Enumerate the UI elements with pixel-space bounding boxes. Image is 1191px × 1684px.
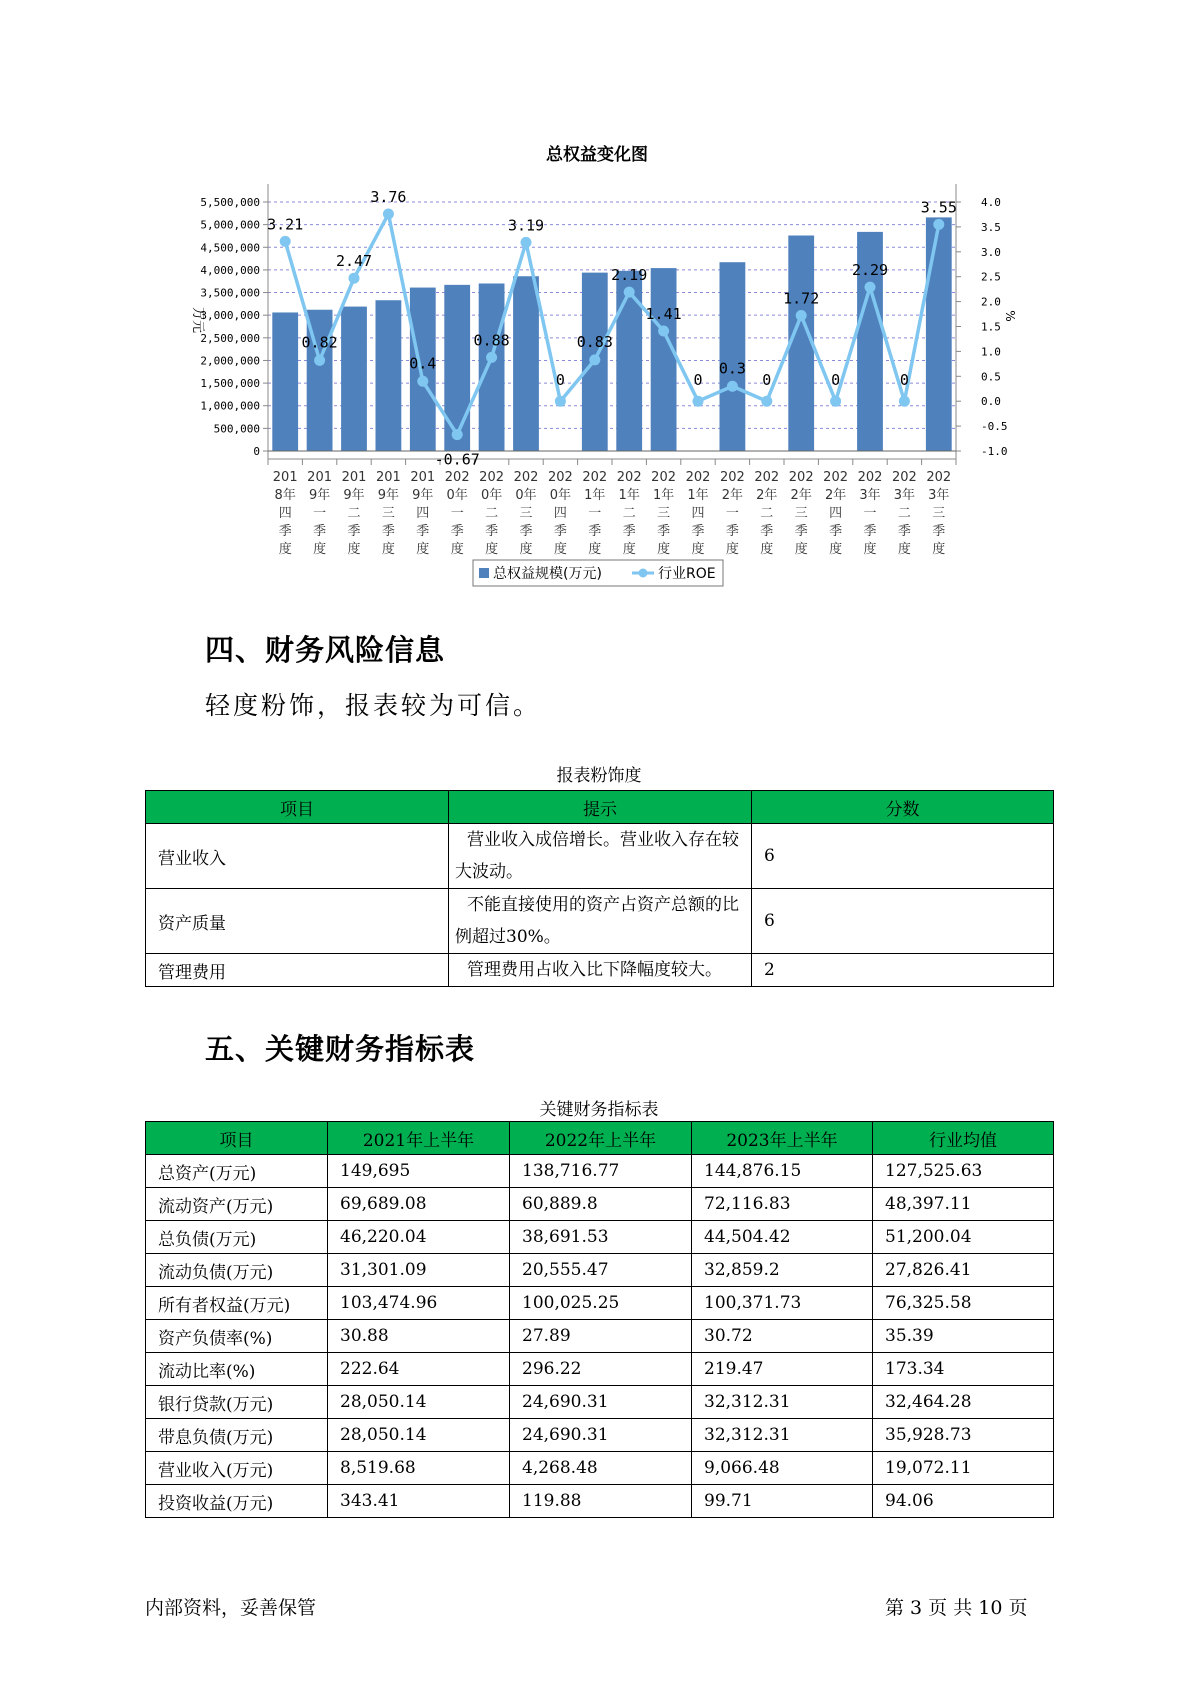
key-metrics-table — [145, 1121, 1054, 1518]
x-axis-tick-label: 0年 — [515, 488, 537, 503]
roe-point — [899, 396, 910, 407]
x-axis-tick-label: 季 — [622, 524, 636, 539]
left-axis-tick-label: 0 — [253, 445, 260, 458]
roe-point — [727, 381, 738, 392]
x-axis-tick-label: 度 — [278, 542, 292, 557]
roe-data-label: 3.76 — [370, 187, 407, 206]
x-axis-tick-label: 9年 — [377, 488, 400, 503]
x-axis-tick-label: 度 — [485, 542, 499, 557]
x-axis-tick-label: 3年 — [928, 488, 950, 503]
x-axis-tick-label: 度 — [622, 542, 636, 557]
footer-page-number: 第 3 页 共 10 页 — [885, 1597, 1028, 1619]
metric-name: 银行贷款(万元) — [146, 1386, 328, 1419]
risk-col-hint: 提示 — [449, 791, 752, 824]
metric-value: 149,695 — [328, 1155, 510, 1188]
x-axis-tick-label: 四 — [553, 506, 567, 521]
metric-value: 27.89 — [510, 1320, 692, 1353]
roe-point — [486, 352, 497, 363]
bar-total-equity — [926, 217, 952, 451]
x-axis-tick-label: 度 — [381, 542, 395, 557]
metric-value: 138,716.77 — [510, 1155, 692, 1188]
chart-title: 总权益变化图 — [546, 145, 648, 165]
x-axis-tick-label: 季 — [657, 524, 671, 539]
metric-name: 流动负债(万元) — [146, 1254, 328, 1287]
chart-gridlines — [268, 202, 956, 428]
x-axis-tick-label: 季 — [932, 524, 946, 539]
roe-data-label: -0.67 — [434, 450, 480, 469]
roe-data-label: 2.29 — [851, 261, 889, 280]
bar-total-equity — [616, 271, 642, 451]
left-axis-tick-label: 1,500,000 — [200, 377, 260, 391]
roe-point — [555, 396, 566, 407]
metric-value: 119.88 — [510, 1485, 692, 1518]
metric-value: 32,312.31 — [692, 1386, 873, 1419]
legend-bar-label: 总权益规模(万元) — [493, 566, 602, 582]
roe-data-label: 0 — [831, 371, 841, 390]
metric-value: 94.06 — [873, 1485, 1054, 1518]
x-axis-tick-label: 三 — [519, 506, 533, 521]
x-axis-tick-label: 季 — [691, 524, 705, 539]
x-axis-tick-label: 二 — [897, 506, 911, 521]
x-axis-tick-label: 度 — [725, 542, 739, 557]
roe-data-label: 3.19 — [507, 216, 545, 235]
x-axis-tick-label: 202 — [651, 470, 677, 485]
x-axis-tick-label: 季 — [829, 524, 843, 539]
metric-value: 8,519.68 — [328, 1452, 510, 1485]
x-axis-tick-label: 201 — [341, 470, 367, 485]
x-axis-tick-label: 202 — [582, 470, 608, 485]
x-axis-tick-label: 度 — [313, 542, 327, 557]
x-axis-tick-label: 202 — [823, 470, 849, 485]
metrics-col-2023h1: 2023年上半年 — [692, 1122, 873, 1155]
equity-change-chart — [0, 0, 1191, 600]
metric-value: 20,555.47 — [510, 1254, 692, 1287]
metric-value: 32,464.28 — [873, 1386, 1054, 1419]
roe-data-label: 1.72 — [783, 289, 820, 308]
x-axis-tick-label: 202 — [926, 470, 952, 485]
x-axis-tick-label: 202 — [444, 470, 470, 485]
x-axis-tick-label: 季 — [381, 524, 395, 539]
x-axis-tick-label: 季 — [519, 524, 533, 539]
metric-value: 28,050.14 — [328, 1419, 510, 1452]
metric-value: 46,220.04 — [328, 1221, 510, 1254]
roe-point — [314, 355, 325, 366]
section-heading-risk: 四、财务风险信息 — [205, 633, 446, 667]
x-axis-tick-label: 度 — [588, 542, 602, 557]
left-axis-tick-label: 3,000,000 — [200, 309, 260, 323]
roe-point — [693, 396, 704, 407]
x-axis-tick-label: 201 — [307, 470, 333, 485]
footer-confidential: 内部资料，妥善保管 — [145, 1597, 317, 1619]
roe-data-label: 0.82 — [301, 333, 338, 352]
roe-data-label: 0.3 — [718, 359, 746, 378]
table-row — [146, 1386, 1054, 1419]
x-axis-tick-label: 0年 — [480, 488, 503, 503]
metric-value: 30.88 — [328, 1320, 510, 1353]
metrics-col-industry-avg: 行业均值 — [873, 1122, 1054, 1155]
x-axis-tick-label: 二 — [347, 506, 361, 521]
x-axis-tick-label: 一 — [725, 506, 739, 521]
risk-item: 资产质量 — [146, 889, 449, 954]
metric-name: 投资收益(万元) — [146, 1485, 328, 1518]
x-axis-tick-label: 9年 — [412, 488, 434, 503]
metrics-table-caption: 关键财务指标表 — [539, 1100, 659, 1120]
roe-data-label: 0 — [693, 371, 703, 390]
metric-value: 24,690.31 — [510, 1419, 692, 1452]
metric-value: 48,397.11 — [873, 1188, 1054, 1221]
x-axis-tick-label: 度 — [519, 542, 533, 557]
roe-point — [796, 310, 807, 321]
x-axis-tick-label: 201 — [272, 470, 298, 485]
x-axis-tick-label: 度 — [794, 542, 808, 557]
x-axis-tick-label: 度 — [897, 542, 911, 557]
x-axis-tick-label: 季 — [588, 524, 602, 539]
roe-data-label: 3.21 — [267, 215, 304, 234]
x-axis-tick-label: 202 — [547, 470, 573, 485]
right-axis-tick-label: -1.0 — [981, 445, 1008, 458]
legend-line-marker — [639, 569, 648, 578]
bar-total-equity — [651, 268, 677, 451]
x-axis-tick-label: 三 — [932, 506, 946, 521]
section-heading-key-metrics: 五、关键财务指标表 — [205, 1032, 476, 1066]
metric-value: 144,876.15 — [692, 1155, 873, 1188]
metric-value: 69,689.08 — [328, 1188, 510, 1221]
roe-point — [761, 396, 772, 407]
metric-value: 173.34 — [873, 1353, 1054, 1386]
metric-name: 所有者权益(万元) — [146, 1287, 328, 1320]
metric-value: 28,050.14 — [328, 1386, 510, 1419]
roe-data-label: 0.83 — [576, 332, 613, 351]
roe-point — [589, 354, 600, 365]
x-axis-tick-label: 1年 — [618, 488, 640, 503]
bar-total-equity — [341, 307, 367, 451]
x-axis-tick-label: 202 — [685, 470, 711, 485]
left-axis-tick-label: 1,000,000 — [200, 399, 260, 413]
x-axis-tick-label: 季 — [760, 524, 774, 539]
metric-name: 总资产(万元) — [146, 1155, 328, 1188]
bar-total-equity — [720, 262, 746, 451]
x-axis-tick-label: 度 — [829, 542, 843, 557]
metric-value: 30.72 — [692, 1320, 873, 1353]
right-axis-tick-label: 1.0 — [981, 345, 1001, 359]
x-axis-tick-label: 二 — [622, 506, 636, 521]
x-axis-tick-label: 202 — [788, 470, 814, 485]
metric-value: 76,325.58 — [873, 1287, 1054, 1320]
x-axis-tick-label: 度 — [553, 542, 567, 557]
x-axis-tick-label: 一 — [588, 506, 602, 521]
left-axis-tick-label: 500,000 — [213, 422, 260, 436]
metric-value: 4,268.48 — [510, 1452, 692, 1485]
table-row — [146, 1419, 1054, 1452]
bar-total-equity — [479, 283, 505, 451]
right-axis-tick-label: -0.5 — [981, 420, 1008, 434]
bar-total-equity — [788, 236, 814, 451]
bar-total-equity — [376, 300, 402, 451]
metric-value: 24,690.31 — [510, 1386, 692, 1419]
roe-point — [452, 429, 463, 440]
x-axis-tick-label: 0年 — [446, 488, 468, 503]
x-axis-tick-label: 季 — [313, 524, 327, 539]
roe-point — [521, 237, 532, 248]
metric-value: 60,889.8 — [510, 1188, 692, 1221]
left-axis-tick-label: 2,500,000 — [200, 331, 260, 345]
x-axis-tick-label: 8年 — [274, 488, 296, 503]
roe-data-label: 3.55 — [920, 198, 957, 217]
metric-value: 100,025.25 — [510, 1287, 692, 1320]
metric-value: 296.22 — [510, 1353, 692, 1386]
table-row — [146, 824, 1054, 889]
legend-bar-swatch — [479, 568, 489, 578]
metric-value: 222.64 — [328, 1353, 510, 1386]
x-axis-tick-label: 季 — [553, 524, 567, 539]
x-axis-tick-label: 202 — [857, 470, 883, 485]
x-axis-tick-label: 度 — [450, 542, 464, 557]
metric-value: 127,525.63 — [873, 1155, 1054, 1188]
metric-value: 219.47 — [692, 1353, 873, 1386]
x-axis-tick-label: 1年 — [652, 488, 675, 503]
x-axis-tick-label: 9年 — [308, 488, 331, 503]
bar-total-equity — [513, 276, 539, 451]
metrics-col-2022h1: 2022年上半年 — [510, 1122, 692, 1155]
right-axis-tick-label: 0.5 — [981, 370, 1001, 384]
metrics-col-2021h1: 2021年上半年 — [328, 1122, 510, 1155]
x-axis-tick-label: 202 — [616, 470, 642, 485]
risk-table-caption: 报表粉饰度 — [556, 766, 642, 786]
table-row — [146, 1221, 1054, 1254]
x-axis-tick-label: 3年 — [893, 488, 916, 503]
metric-value: 31,301.09 — [328, 1254, 510, 1287]
x-axis-ticks — [273, 470, 951, 557]
x-axis-tick-label: 度 — [760, 542, 774, 557]
table-row — [146, 1155, 1054, 1188]
x-axis-tick-label: 三 — [657, 506, 671, 521]
left-axis-tick-label: 5,000,000 — [200, 218, 260, 232]
roe-point — [624, 287, 635, 298]
metric-value: 72,116.83 — [692, 1188, 873, 1221]
x-axis-tick-label: 一 — [450, 506, 464, 521]
metric-name: 总负债(万元) — [146, 1221, 328, 1254]
risk-score: 6 — [752, 889, 1054, 954]
right-axis-ticks — [956, 196, 1008, 458]
x-axis-tick-label: 季 — [725, 524, 739, 539]
x-axis-tick-label: 度 — [657, 542, 671, 557]
x-axis-tick-label: 四 — [416, 506, 430, 521]
roe-point — [383, 208, 394, 219]
table-row — [146, 1353, 1054, 1386]
risk-table-header — [146, 791, 1054, 824]
metric-value: 35.39 — [873, 1320, 1054, 1353]
left-axis-ticks — [200, 196, 268, 458]
roe-point — [349, 273, 360, 284]
metric-value: 19,072.11 — [873, 1452, 1054, 1485]
risk-item: 管理费用 — [146, 954, 449, 987]
metric-value: 44,504.42 — [692, 1221, 873, 1254]
table-row — [146, 954, 1054, 987]
right-axis-tick-label: 3.5 — [981, 220, 1001, 234]
x-axis-tick-label: 季 — [863, 524, 877, 539]
metric-name: 资产负债率(%) — [146, 1320, 328, 1353]
metrics-table-body — [146, 1155, 1054, 1518]
x-axis-tick-label: 201 — [410, 470, 436, 485]
metric-value: 32,312.31 — [692, 1419, 873, 1452]
risk-table — [145, 790, 1054, 987]
x-axis-tick-label: 202 — [513, 470, 539, 485]
x-axis-tick-label: 一 — [313, 506, 327, 521]
x-axis-tick-label: 2年 — [790, 488, 812, 503]
table-row — [146, 1188, 1054, 1221]
x-axis-tick-label: 三 — [381, 506, 395, 521]
risk-score: 2 — [752, 954, 1054, 987]
x-axis-tick-label: 季 — [278, 524, 292, 539]
right-axis-tick-label: 1.5 — [981, 320, 1001, 334]
x-axis-tick-label: 201 — [375, 470, 401, 485]
right-axis-tick-label: 0.0 — [981, 395, 1001, 409]
table-row — [146, 1452, 1054, 1485]
x-axis-tick-label: 度 — [691, 542, 705, 557]
x-axis-tick-label: 9年 — [343, 488, 365, 503]
roe-point — [830, 396, 841, 407]
metric-value: 103,474.96 — [328, 1287, 510, 1320]
x-axis-tick-label: 季 — [794, 524, 808, 539]
right-axis-tick-label: 4.0 — [981, 196, 1001, 209]
x-axis-tick-label: 2年 — [824, 488, 847, 503]
x-axis-tick-label: 1年 — [584, 488, 606, 503]
x-axis-tick-label: 3年 — [859, 488, 881, 503]
chart-legend — [473, 560, 723, 586]
x-axis-tick-label: 季 — [485, 524, 499, 539]
risk-score: 6 — [752, 824, 1054, 889]
roe-data-label: 0.88 — [473, 331, 510, 350]
roe-point — [417, 376, 428, 387]
x-axis-tick-label: 度 — [863, 542, 877, 557]
x-axis-tick-label: 季 — [416, 524, 430, 539]
roe-data-label: 0.4 — [409, 354, 437, 373]
x-axis-tick-label: 202 — [754, 470, 780, 485]
x-axis-tick-label: 2年 — [756, 488, 778, 503]
x-axis-tick-label: 一 — [863, 506, 877, 521]
metric-name: 流动比率(%) — [146, 1353, 328, 1386]
x-axis-tick-label: 二 — [485, 506, 499, 521]
roe-data-label: 2.19 — [611, 266, 648, 285]
table-row — [146, 889, 1054, 954]
metric-value: 51,200.04 — [873, 1221, 1054, 1254]
right-axis-tick-label: 3.0 — [981, 245, 1001, 259]
metric-value: 9,066.48 — [692, 1452, 873, 1485]
x-axis-tick-label: 二 — [760, 506, 774, 521]
x-axis-tick-label: 四 — [691, 506, 705, 521]
left-axis-tick-label: 2,000,000 — [200, 354, 260, 368]
roe-data-label: 1.41 — [645, 304, 682, 323]
bar-total-equity — [272, 312, 298, 451]
x-axis-tick-label: 2年 — [721, 488, 744, 503]
metrics-col-item: 项目 — [146, 1122, 328, 1155]
left-axis-tick-label: 3,500,000 — [200, 286, 260, 300]
bar-total-equity — [444, 285, 470, 451]
x-axis-tick-label: 202 — [719, 470, 745, 485]
legend-line-label: 行业ROE — [658, 566, 716, 582]
metric-value: 100,371.73 — [692, 1287, 873, 1320]
x-axis-tick-label: 季 — [450, 524, 464, 539]
roe-point — [280, 236, 291, 247]
right-axis-tick-label: 2.5 — [981, 270, 1001, 284]
left-axis-tick-label: 4,000,000 — [200, 263, 260, 277]
left-axis-tick-label: 4,500,000 — [200, 241, 260, 255]
x-axis-tick-label: 季 — [897, 524, 911, 539]
roe-data-label: 0 — [555, 371, 565, 390]
roe-data-label: 0 — [762, 371, 772, 390]
left-axis-tick-label: 5,500,000 — [200, 196, 260, 209]
metric-name: 带息负债(万元) — [146, 1419, 328, 1452]
table-row — [146, 1485, 1054, 1518]
metric-value: 99.71 — [692, 1485, 873, 1518]
risk-hint: 营业收入成倍增长。营业收入存在较大波动。 — [449, 824, 752, 889]
risk-col-item: 项目 — [146, 791, 449, 824]
metric-value: 343.41 — [328, 1485, 510, 1518]
risk-hint: 不能直接使用的资产占资产总额的比例超过30%。 — [449, 889, 752, 954]
metric-name: 营业收入(万元) — [146, 1452, 328, 1485]
x-axis-tick-label: 1年 — [687, 488, 709, 503]
x-axis-tick-label: 202 — [891, 470, 917, 485]
x-axis-tick-label: 202 — [479, 470, 505, 485]
roe-point — [933, 219, 944, 230]
x-axis-tick-label: 四 — [278, 506, 292, 521]
roe-data-label: 0 — [899, 371, 909, 390]
table-row — [146, 1287, 1054, 1320]
x-axis-tick-label: 0年 — [549, 488, 572, 503]
table-row — [146, 1320, 1054, 1353]
risk-col-score: 分数 — [752, 791, 1054, 824]
right-axis-tick-label: 2.0 — [981, 295, 1001, 309]
x-axis-tick-label: 三 — [794, 506, 808, 521]
roe-data-label: 2.47 — [335, 252, 373, 271]
x-axis-tick-label: 度 — [932, 542, 946, 557]
roe-point — [658, 325, 669, 336]
metrics-table-header — [146, 1122, 1054, 1155]
x-axis-tick-label: 度 — [416, 542, 430, 557]
right-axis-title: % — [1003, 310, 1017, 322]
roe-point — [865, 282, 876, 293]
metric-value: 32,859.2 — [692, 1254, 873, 1287]
left-axis-title: 万元 — [190, 306, 205, 334]
x-axis-tick-label: 四 — [829, 506, 843, 521]
risk-summary: 轻度粉饰，报表较为可信。 — [205, 691, 542, 720]
table-row — [146, 1254, 1054, 1287]
x-axis-tick-label: 度 — [347, 542, 361, 557]
risk-hint: 管理费用占收入比下降幅度较大。 — [449, 954, 752, 987]
metric-value: 38,691.53 — [510, 1221, 692, 1254]
metric-name: 流动资产(万元) — [146, 1188, 328, 1221]
metric-value: 35,928.73 — [873, 1419, 1054, 1452]
risk-item: 营业收入 — [146, 824, 449, 889]
x-axis-tick-label: 季 — [347, 524, 361, 539]
metric-value: 27,826.41 — [873, 1254, 1054, 1287]
